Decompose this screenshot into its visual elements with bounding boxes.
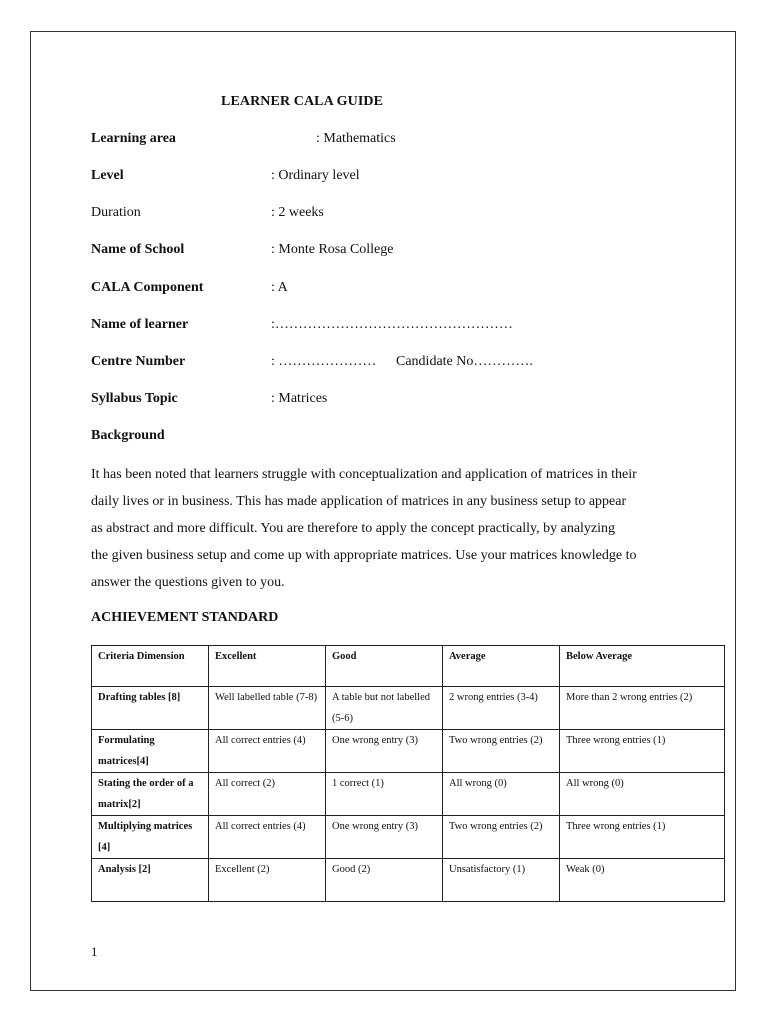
paragraph-line: daily lives or in business. This has made application of matrices in any business setup to appear <box>91 494 627 509</box>
field-value-candidate-number: Candidate No…………. <box>396 354 533 369</box>
table-cell: All correct entries (4) <box>209 816 326 859</box>
table-header-cell: Average <box>443 646 560 687</box>
field-label-duration: Duration <box>91 205 141 220</box>
table-cell: Stating the order of a matrix[2] <box>92 773 209 816</box>
table-cell: 2 wrong entries (3-4) <box>443 687 560 730</box>
table-cell: All correct (2) <box>209 773 326 816</box>
table-row <box>92 687 725 730</box>
table-cell: Analysis [2] <box>92 859 209 902</box>
table-cell: One wrong entry (3) <box>326 816 443 859</box>
field-value-duration: : 2 weeks <box>271 205 324 220</box>
paragraph-line: It has been noted that learners struggle with conceptualization and application of matrices in their <box>91 467 637 482</box>
table-cell: All wrong (0) <box>560 773 725 816</box>
achievement-table <box>91 645 725 902</box>
table-cell: Two wrong entries (2) <box>443 730 560 773</box>
field-value-school: : Monte Rosa College <box>271 242 394 257</box>
table-cell: More than 2 wrong entries (2) <box>560 687 725 730</box>
paragraph-line: answer the questions given to you. <box>91 575 285 590</box>
field-label-centre-number: Centre Number <box>91 354 186 369</box>
field-value-syllabus-topic: : Matrices <box>271 391 328 406</box>
background-heading: Background <box>91 428 165 443</box>
table-cell: Well labelled table (7-8) <box>209 687 326 730</box>
field-value-centre-number: : ………………… <box>271 354 377 369</box>
table-cell: Excellent (2) <box>209 859 326 902</box>
paragraph-line: the given business setup and come up with appropriate matrices. Use your matrices knowledge to <box>91 548 637 563</box>
table-row <box>92 859 725 902</box>
field-label-learning-area: Learning area <box>91 131 176 146</box>
field-value-level: : Ordinary level <box>271 168 360 183</box>
table-cell: Formulating matrices[4] <box>92 730 209 773</box>
table-cell: Drafting tables [8] <box>92 687 209 730</box>
field-label-learner-name: Name of learner <box>91 317 189 332</box>
field-value-cala-component: : A <box>271 280 288 295</box>
table-cell: Two wrong entries (2) <box>443 816 560 859</box>
table-header-cell: Good <box>326 646 443 687</box>
table-cell: Unsatisfactory (1) <box>443 859 560 902</box>
table-header-cell: Criteria Dimension <box>92 646 209 687</box>
field-label-cala-component: CALA Component <box>91 280 204 295</box>
field-label-level: Level <box>91 168 124 183</box>
table-header-cell: Excellent <box>209 646 326 687</box>
field-label-school: Name of School <box>91 242 185 257</box>
table-header-cell: Below Average <box>560 646 725 687</box>
table-row <box>92 773 725 816</box>
table-row <box>92 730 725 773</box>
table-cell: 1 correct (1) <box>326 773 443 816</box>
field-label-syllabus-topic: Syllabus Topic <box>91 391 178 406</box>
achievement-heading: ACHIEVEMENT STANDARD <box>91 610 279 625</box>
table-cell: Good (2) <box>326 859 443 902</box>
background-paragraph <box>91 461 691 596</box>
table-cell: All wrong (0) <box>443 773 560 816</box>
paragraph-line: as abstract and more difficult. You are therefore to apply the concept practically, by analyzing <box>91 521 616 536</box>
table-cell: Multiplying matrices [4] <box>92 816 209 859</box>
table-cell: Three wrong entries (1) <box>560 730 725 773</box>
page-number: 1 <box>91 944 98 959</box>
table-cell: Weak (0) <box>560 859 725 902</box>
table-header-row <box>92 646 725 687</box>
field-value-learning-area: : Mathematics <box>316 131 396 146</box>
document-title: LEARNER CALA GUIDE <box>221 94 384 109</box>
table-cell: Three wrong entries (1) <box>560 816 725 859</box>
table-cell: One wrong entry (3) <box>326 730 443 773</box>
table-cell: A table but not labelled (5-6) <box>326 687 443 730</box>
table-cell: All correct entries (4) <box>209 730 326 773</box>
table-row <box>92 816 725 859</box>
field-value-learner-name: :…………………………………………… <box>271 317 513 332</box>
